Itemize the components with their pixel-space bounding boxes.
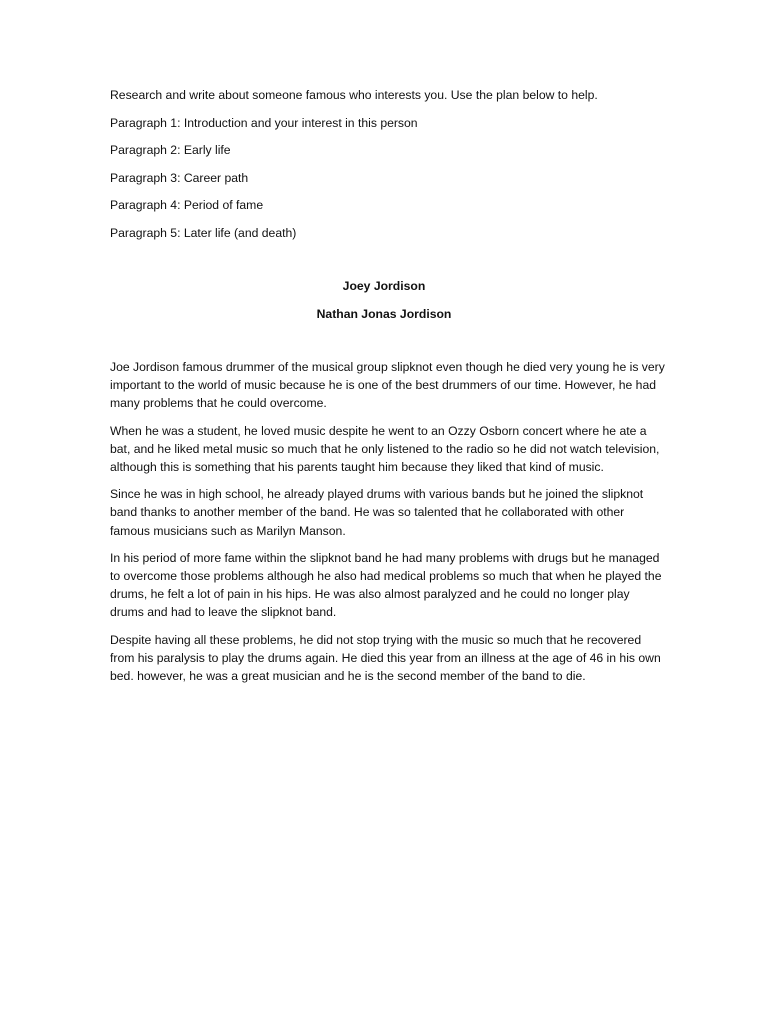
essay-paragraph-early-life: When he was a student, he loved music despite he went to an Ozzy Osborn concert where he ate a bat, and he liked metal music so much that he only listened to the radio so he did not watch television, although this is something that his parents taught him because they liked that kind of music. [110,423,660,475]
essay-paragraph-fame: In his period of more fame within the slipknot band he had many problems with drugs but he managed to overcome those problems although he also had medical problems so much that when he played the drums, he felt a lot of pain in his hips. He was also almost paralyzed and he could no longer play drums and had to leave the slipknot band. [110,550,662,620]
instruction-prompt: Research and write about someone famous who interests you. Use the plan below to help. [110,88,598,102]
plan-paragraph-4: Paragraph 4: Period of fame [110,198,264,213]
plan-paragraph-1: Paragraph 1: Introduction and your interest in this person [110,115,418,130]
essay-paragraph-intro: Joe Jordison famous drummer of the musical group slipknot even though he died very young he is very important to the world of music because he is one of the best drummers of our time. However, he had many problems that he could overcome. [110,360,665,411]
essay-paragraph-career: Since he was in high school, he already played drums with various bands but he joined the slipknot band thanks to another member of the band. He was so talented that he collaborated with other famous musicians such as Marilyn Manson. [110,487,644,538]
instructions-block [110,86,670,252]
essay-title: Joey Jordison [342,279,426,293]
plan-paragraph-3: Paragraph 3: Career path [110,170,249,185]
plan-paragraph-5: Paragraph 5: Later life (and death) [110,225,297,240]
plan-paragraph-2: Paragraph 2: Early life [110,143,231,158]
essay-paragraph-later-life: Despite having all these problems, he did not stop trying with the music so much that he recovered from his paralysis to play the drums again. He died this year from an illness at the age of 46 in his own bed. however, he was a great musician and he is the second member of the band to die. [110,632,661,684]
essay-body [110,358,665,694]
essay-subtitle: Nathan Jonas Jordison [316,307,452,321]
essay-titles [110,277,658,333]
